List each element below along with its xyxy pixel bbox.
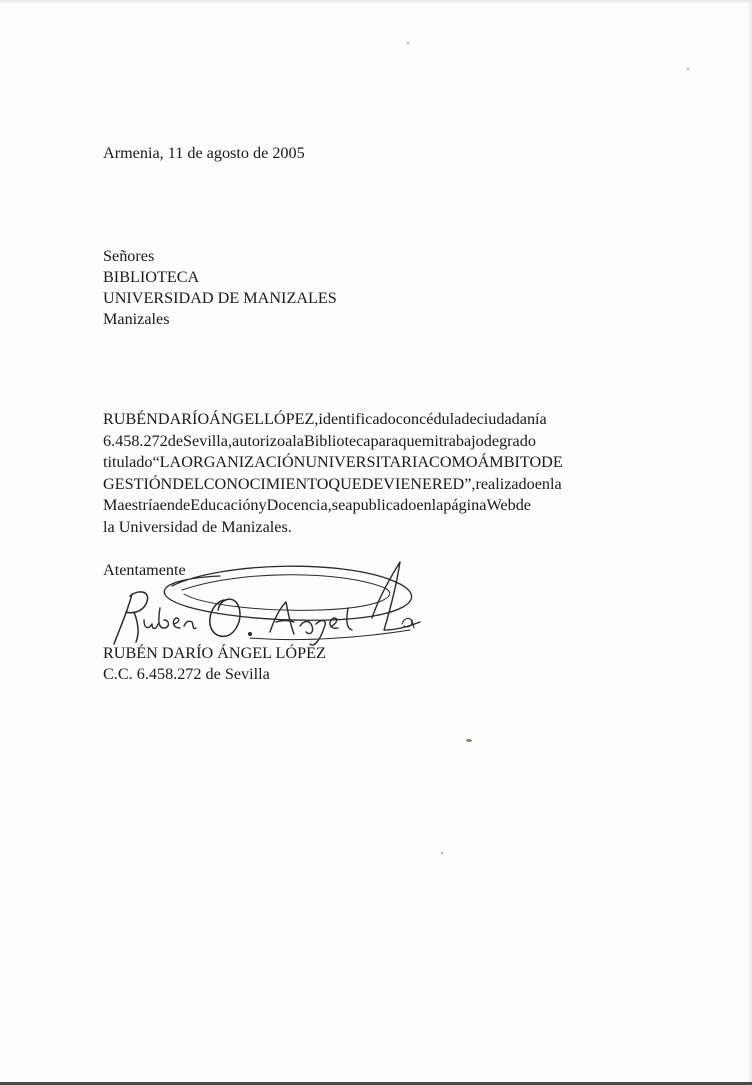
paragraph-word: y bbox=[258, 496, 267, 514]
scan-edge-right bbox=[747, 0, 752, 1085]
paragraph-line bbox=[103, 431, 631, 453]
date-line: Armenia, 11 de agosto de 2005 bbox=[103, 144, 305, 162]
paragraph-word: CONOCIMIENTO bbox=[203, 474, 329, 493]
paragraph-word: página bbox=[443, 496, 487, 514]
paragraph-word: sea bbox=[331, 496, 353, 514]
paragraph-word: cédula bbox=[419, 410, 462, 428]
scan-speck bbox=[441, 852, 443, 854]
paragraph-word: con bbox=[395, 410, 420, 428]
paragraph-line bbox=[103, 474, 631, 496]
paragraph-word: Biblioteca bbox=[303, 431, 371, 450]
paragraph-word: titulado bbox=[103, 453, 153, 471]
paragraph-word: ORGANIZACIÓN bbox=[181, 453, 306, 471]
paragraph-word: DEVIENE bbox=[361, 474, 432, 493]
scan-speck bbox=[407, 42, 409, 44]
recipient-institution: UNIVERSIDAD DE MANIZALES bbox=[103, 289, 337, 307]
paragraph-line bbox=[103, 495, 631, 517]
paragraph-word: realizado bbox=[475, 474, 535, 493]
paragraph-word: en bbox=[159, 496, 175, 514]
recipient-salutation: Señores bbox=[103, 247, 155, 265]
paragraph-word: 6.458.272 bbox=[103, 431, 168, 450]
signer-name: RUBÉN DARÍO ÁNGEL LÓPEZ bbox=[103, 644, 326, 662]
paragraph-word: trabajo bbox=[438, 431, 484, 450]
paragraph-word: Sevilla, bbox=[183, 431, 233, 450]
paragraph-word: autorizo bbox=[232, 431, 286, 450]
scan-edge-top bbox=[0, 0, 752, 4]
paragraph-word: DE bbox=[541, 453, 563, 471]
paragraph-word: Web bbox=[486, 496, 516, 514]
authorization-paragraph bbox=[103, 409, 631, 538]
paragraph-word: la bbox=[292, 431, 304, 450]
paragraph-word: LÓPEZ, bbox=[264, 410, 319, 428]
paragraph-word: publicado bbox=[352, 496, 417, 514]
paragraph-word: “LA bbox=[152, 453, 182, 471]
paragraph-word: mi bbox=[421, 431, 439, 450]
paragraph-word: ÁMBITO bbox=[477, 453, 542, 471]
paragraph-word: COMO bbox=[429, 453, 478, 471]
paragraph-word: Educación bbox=[190, 496, 259, 514]
recipient-department: BIBLIOTECA bbox=[103, 268, 200, 286]
paragraph-word: grado bbox=[499, 431, 536, 450]
paragraph-word: en bbox=[416, 496, 432, 514]
paragraph-last-line: la Universidad de Manizales. bbox=[103, 517, 292, 536]
paragraph-word: ÁNGEL bbox=[209, 410, 264, 428]
paragraph-word: de bbox=[167, 431, 184, 450]
paragraph-word: ciudadanía bbox=[476, 410, 547, 428]
scan-speck bbox=[466, 739, 472, 742]
scan-speck bbox=[687, 68, 689, 70]
paragraph-line bbox=[103, 409, 631, 431]
paragraph-word: de bbox=[174, 496, 191, 514]
paragraph-word: Docencia, bbox=[266, 496, 332, 514]
paragraph-word: de bbox=[515, 496, 531, 514]
paragraph-word: GESTIÓN bbox=[103, 474, 173, 493]
paragraph-word: DARÍO bbox=[157, 410, 210, 428]
paragraph-word: la bbox=[431, 496, 444, 514]
paragraph-line bbox=[103, 452, 631, 474]
paragraph-word: de bbox=[483, 431, 500, 450]
paragraph-word: DEL bbox=[172, 474, 204, 493]
paragraph-word: que bbox=[398, 431, 422, 450]
recipient-city: Manizales bbox=[103, 310, 170, 328]
paragraph-word: RED”, bbox=[431, 474, 476, 493]
paragraph-word: en bbox=[534, 474, 551, 493]
recipient-block bbox=[103, 246, 337, 330]
paragraph-word: para bbox=[370, 431, 399, 450]
closing: Atentamente bbox=[103, 561, 186, 579]
paragraph-word: la bbox=[550, 474, 562, 493]
signer-id-number: C.C. 6.458.272 de Sevilla bbox=[103, 665, 270, 683]
paragraph-word: de bbox=[461, 410, 477, 428]
paragraph-word: identificado bbox=[318, 410, 396, 428]
paragraph-word: a bbox=[285, 431, 293, 450]
paragraph-word: UNIVERSITARIA bbox=[305, 453, 430, 471]
paragraph-word: RUBÉN bbox=[103, 410, 158, 428]
paragraph-word: Maestría bbox=[103, 496, 160, 514]
paragraph-word: QUE bbox=[328, 474, 362, 493]
